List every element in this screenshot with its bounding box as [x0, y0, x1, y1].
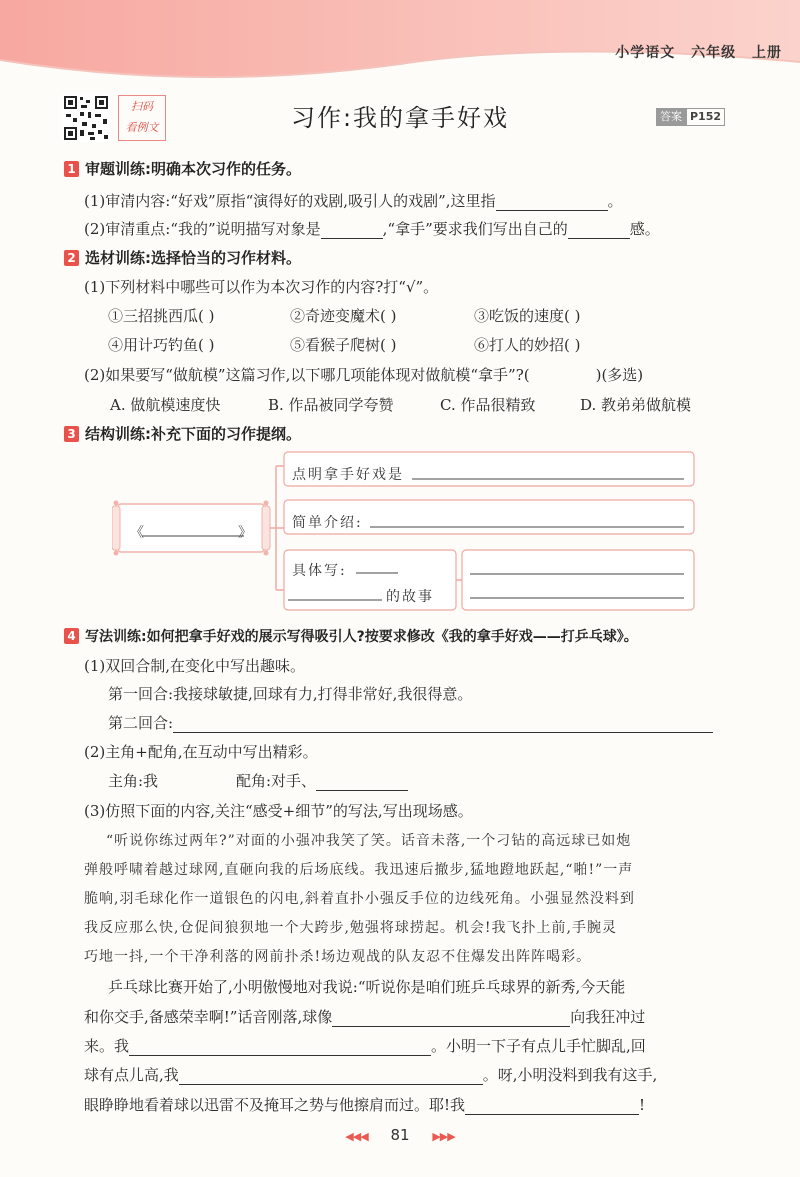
- answer-blank[interactable]: [332, 1011, 570, 1027]
- example-story-line: 我反应那么快,仓促间狼狈地一个大跨步,勉强将球捞起。机会!我飞扑上前,手腕灵: [84, 920, 617, 936]
- answer-page: P152: [686, 108, 725, 126]
- option-b: B. 作品被同学夸赞: [268, 396, 394, 414]
- s2-q2-text: (2)如果要写“做航模”这篇习作,以下哪几项能体现对做航模“拿手”?(: [84, 366, 530, 384]
- round-2-label: 第二回合:: [108, 714, 174, 732]
- answer-blank[interactable]: [173, 717, 713, 733]
- writing-line-4: [84, 1064, 657, 1085]
- write-3b: 。小明一下子有点儿手忙脚乱,回: [431, 1037, 646, 1055]
- writing-line-2: [84, 1006, 645, 1027]
- example-story-line: 巧地一抖,一个干净利落的网前扑杀!场边观战的队友忍不住爆发出阵阵喝彩。: [84, 949, 592, 965]
- outline-box-3a: 具体写:: [292, 563, 347, 579]
- answer-label: 答案: [656, 108, 686, 126]
- outline-box-3b: 的故事: [386, 589, 434, 605]
- writing-line-5: [84, 1094, 645, 1115]
- section-3-heading: [64, 423, 301, 444]
- page-footer: [0, 1126, 800, 1144]
- scroll-title-left: 《: [130, 525, 146, 541]
- answer-blank[interactable]: [321, 223, 383, 239]
- answer-blank[interactable]: [465, 1099, 639, 1115]
- s1-q2-end: 感。: [629, 220, 660, 238]
- section-1-heading: [64, 158, 301, 179]
- write-5b: !: [639, 1096, 646, 1114]
- round-1: 第一回合:我接球敏捷,回球有力,打得非常好,我很得意。: [108, 685, 473, 703]
- section-number: 4: [64, 628, 79, 644]
- section-number: 1: [64, 161, 79, 177]
- round-2: [108, 712, 713, 733]
- scan-line1: 扫码: [131, 100, 153, 113]
- answer-blank[interactable]: [179, 1069, 483, 1085]
- choice-item[interactable]: ②奇迹变魔术( ): [290, 307, 397, 325]
- scan-line2: 看例文: [125, 121, 159, 134]
- write-2a: 和你交手,备感荣幸啊!”话音刚落,球像: [84, 1008, 333, 1026]
- section-4-heading: [64, 626, 638, 646]
- answer-blank[interactable]: [316, 775, 408, 791]
- choice-item[interactable]: ⑤看猴子爬树( ): [290, 336, 397, 354]
- section-title: 选材训练:选择恰当的习作材料。: [85, 249, 302, 267]
- s1-question-1: [84, 190, 623, 211]
- s1-question-2: [84, 218, 660, 239]
- s4-part-2: (2)主角+配角,在互动中写出精彩。: [84, 743, 318, 761]
- outline-box-1: 点明拿手好戏是: [292, 467, 404, 483]
- choice-item[interactable]: ⑥打人的妙招( ): [474, 336, 581, 354]
- s1-q1-end: 。: [607, 192, 623, 210]
- example-story-line: “听说你练过两年?”对面的小强冲我笑了笑。话音未落,一个刁钻的高远球已如炮: [106, 833, 632, 849]
- s4-part-3: (3)仿照下面的内容,关注“感受+细节”的写法,写出现场感。: [84, 802, 473, 820]
- support-role: [236, 770, 408, 791]
- choice-item[interactable]: ③吃饭的速度( ): [474, 307, 581, 325]
- example-story-line: 脆响,羽毛球化作一道银色的闪电,斜着直扑小强反手位的边线死角。小强显然没料到: [84, 891, 635, 907]
- write-4b: 。呀,小明没料到我有这手,: [482, 1066, 658, 1084]
- section-title: 结构训练:补充下面的习作提纲。: [85, 425, 302, 443]
- support-label: 配角:对手、: [236, 772, 317, 790]
- volume-label: 上册: [752, 45, 782, 61]
- s1-q2-text-b: ,“拿手”要求我们写出自己的: [382, 220, 568, 238]
- subject-label: 小学语文: [615, 45, 676, 61]
- s1-q2-text-a: (2)审清重点:“我的”说明描写对象是: [84, 220, 321, 238]
- grade-label: 六年级: [691, 45, 737, 61]
- answer-blank[interactable]: [129, 1040, 431, 1056]
- s2-question-2: [84, 364, 643, 385]
- scroll-title-right: 》: [238, 525, 254, 541]
- section-number: 3: [64, 426, 79, 442]
- write-2b: 向我狂冲过: [570, 1008, 646, 1026]
- choice-item[interactable]: ④用计巧钓鱼( ): [108, 336, 215, 354]
- example-story-line: 弹般呼啸着越过球网,直砸向我的后场底线。我迅速后撤步,猛地蹬地跃起,“啪!”一声: [84, 862, 634, 878]
- answer-blank[interactable]: [568, 223, 630, 239]
- write-3a: 来。我: [84, 1037, 130, 1055]
- page-title: 习作:我的拿手好戏: [290, 104, 510, 132]
- write-4a: 球有点儿高,我: [84, 1066, 179, 1084]
- book-tag: [605, 42, 782, 62]
- page-number: 81: [390, 1126, 410, 1144]
- s2-q2-end: )(多选): [595, 366, 644, 384]
- section-number: 2: [64, 250, 79, 266]
- outline-box-2: 简单介绍:: [292, 515, 363, 531]
- s1-q1-text: (1)审清内容:“好戏”原指“演得好的戏剧,吸引人的戏剧”,这里指: [84, 192, 496, 210]
- section-title: 审题训练:明确本次习作的任务。: [85, 160, 302, 178]
- s4-part-1: (1)双回合制,在变化中写出趣味。: [84, 657, 306, 675]
- option-d: D. 教弟弟做航模: [580, 396, 692, 414]
- s2-question-1: (1)下列材料中哪些可以作为本次习作的内容?打“√”。: [84, 278, 439, 296]
- writing-line-1: 乒乓球比赛开始了,小明傲慢地对我说:“听说你是咱们班乒乓球界的新秀,今天能: [108, 978, 626, 996]
- option-a: A. 做航模速度快: [110, 396, 221, 414]
- option-c: C. 作品很精致: [440, 396, 536, 414]
- choice-item[interactable]: ①三招挑西瓜( ): [108, 307, 215, 325]
- write-5a: 眼睁睁地看着球以迅雷不及掩耳之势与他擦肩而过。耶!我: [84, 1096, 466, 1114]
- lead-role: 主角:我: [108, 772, 159, 790]
- prev-arrows-icon: ◀◀◀: [345, 1130, 368, 1143]
- section-title: 写法训练:如何把拿手好戏的展示写得吸引人?按要求修改《我的拿手好戏——打乒乓球》。: [85, 629, 638, 645]
- answer-tag: [656, 108, 725, 126]
- section-2-heading: [64, 247, 301, 268]
- writing-line-3: [84, 1035, 646, 1056]
- answer-blank[interactable]: [496, 195, 608, 211]
- next-arrows-icon: ▶▶▶: [432, 1130, 455, 1143]
